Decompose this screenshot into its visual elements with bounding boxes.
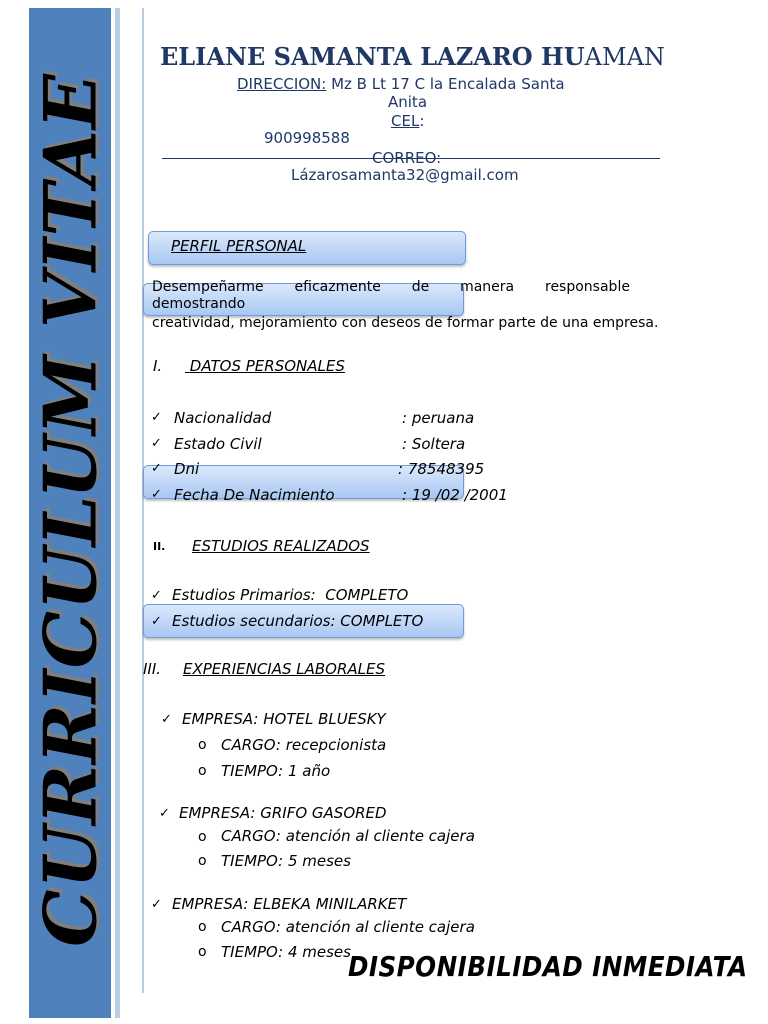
perfil-word: manera [460, 279, 515, 295]
datos-label: Estado Civil [174, 435, 262, 453]
check-icon: ✓ [151, 614, 162, 629]
job-empresa: EMPRESA: ELBEKA MINILARKET [172, 895, 407, 913]
cel-label [391, 112, 424, 130]
perfil-word: Desempeñarme [152, 279, 264, 295]
datos-label: Nacionalidad [174, 409, 272, 427]
datos-value: : 19 /02 /2001 [402, 486, 508, 504]
job-tiempo: TIEMPO: 1 año [221, 762, 331, 780]
sub-bullet: o [198, 763, 207, 779]
cel-colon: : [419, 112, 425, 130]
job-tiempo: TIEMPO: 4 meses [221, 943, 351, 961]
job-empresa: EMPRESA: GRIFO GASORED [179, 804, 387, 822]
check-icon: ✓ [151, 436, 162, 451]
section-numeral: I. [153, 357, 163, 375]
address-value: Mz B Lt 17 C la Encalada Santa [326, 75, 565, 93]
check-icon: ✓ [151, 588, 162, 603]
perfil-word: eficazmente [294, 279, 381, 295]
name-part: HU [541, 42, 585, 71]
sub-bullet: o [198, 829, 207, 845]
name-part: ELIANE SAMANTA LAZARO [160, 42, 542, 71]
perfil-word: de [411, 279, 430, 295]
perfil-word: responsable [545, 279, 630, 295]
candidate-name [160, 42, 665, 71]
cel-label-text: CEL [391, 112, 420, 130]
datos-heading-text: DATOS PERSONALES [189, 357, 345, 375]
datos-value: : Soltera [402, 435, 466, 453]
check-icon: ✓ [151, 487, 162, 502]
perfil-text-line-2: demostrando [152, 296, 246, 312]
sub-bullet: o [198, 944, 207, 960]
section-numeral: III. [143, 660, 162, 678]
estudios-item: Estudios Primarios: COMPLETO [172, 586, 409, 604]
sub-bullet: o [198, 737, 207, 753]
sidebar-accent-line [115, 8, 120, 1018]
check-icon: ✓ [161, 712, 172, 727]
address-line [237, 75, 565, 93]
sub-bullet: o [198, 919, 207, 935]
job-empresa: EMPRESA: HOTEL BLUESKY [182, 710, 386, 728]
email-address: Lázarosamanta32@gmail.com [291, 166, 519, 184]
section-numeral: II. [153, 540, 166, 553]
vertical-title: CURRICULUM VITAE [27, 73, 113, 947]
check-icon: ✓ [151, 461, 162, 476]
experiencias-heading: EXPERIENCIAS LABORALES [183, 660, 386, 678]
perfil-text-line-3: creatividad, mejoramiento con deseos de formar parte de una empresa. [152, 315, 659, 331]
check-icon: ✓ [151, 410, 162, 425]
check-icon: ✓ [151, 897, 162, 912]
datos-value: : 78548395 [398, 460, 485, 478]
job-cargo: CARGO: recepcionista [221, 736, 387, 754]
sub-bullet: o [198, 853, 207, 869]
perfil-text-line-1 [152, 279, 630, 295]
phone-number: 900998588 [264, 129, 350, 147]
datos-value: : peruana [402, 409, 475, 427]
sidebar-divider-line [142, 8, 144, 993]
datos-label: Fecha De Nacimiento [174, 486, 335, 504]
job-cargo: CARGO: atención al cliente cajera [221, 827, 475, 845]
availability-banner: DISPONIBILIDAD INMEDIATA [348, 950, 748, 983]
check-icon: ✓ [159, 806, 170, 821]
job-tiempo: TIEMPO: 5 meses [221, 852, 351, 870]
address-label: DIRECCION: [237, 75, 327, 93]
address-line-2: Anita [388, 93, 428, 111]
estudios-heading: ESTUDIOS REALIZADOS [192, 537, 370, 555]
datos-label: Dni [174, 460, 200, 478]
perfil-heading: PERFIL PERSONAL [171, 237, 307, 255]
name-part: AMAN [584, 43, 665, 71]
email-label: CORREO: [372, 149, 442, 167]
job-cargo: CARGO: atención al cliente cajera [221, 918, 475, 936]
estudios-item: Estudios secundarios: COMPLETO [172, 612, 424, 630]
datos-heading [185, 357, 345, 375]
